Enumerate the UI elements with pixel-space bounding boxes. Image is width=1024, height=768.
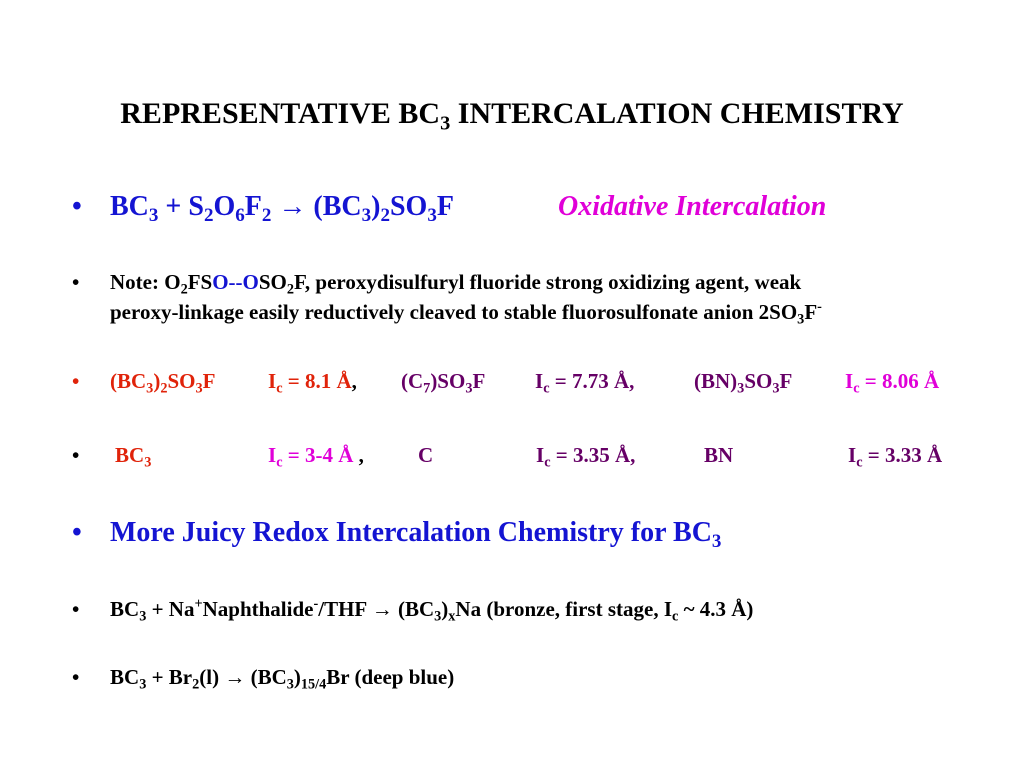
slide-title: REPRESENTATIVE $BC_3$ INTERCALATION CHEMISTRY bbox=[120, 97, 904, 135]
ic-bc3: $I_c = 3-4$ Å , bbox=[268, 443, 364, 471]
bullet-marker: • bbox=[72, 369, 80, 393]
ic-c7-so3f: $I_c = 7.73$ Å, bbox=[535, 369, 635, 397]
host-bn: BN bbox=[704, 443, 734, 467]
host-c: C bbox=[418, 443, 434, 467]
bullet-marker: • bbox=[72, 597, 80, 621]
compound-bn3-so3f: $(BN)_3SO_3F$ bbox=[694, 369, 793, 397]
note-line-1: Note: $O_2FSO--OSO_2F$, peroxydisulfuryl fluoride strong oxidizing agent, weak bbox=[110, 270, 802, 298]
ic-bn: $I_c = 3.33$ Å bbox=[848, 443, 943, 471]
oxidative-label: Oxidative Intercalation bbox=[558, 191, 827, 222]
ic-bc3-so3f: $I_c = 8.1$ Å, bbox=[268, 369, 357, 397]
ic-bn3-so3f: $I_c = 8.06$ Å bbox=[845, 369, 940, 397]
reaction-br2: $BC_3 + Br_2(l) \to (BC_3)_{15/4}Br$ (deep blue) bbox=[110, 665, 455, 693]
juicy-heading: More Juicy Redox Intercalation Chemistry for $BC_3$ bbox=[110, 517, 722, 553]
compound-bc3-so3f: $(BC_3)_2SO_3F$ bbox=[110, 369, 216, 397]
bullet-marker: • bbox=[72, 270, 80, 294]
bullet-marker: • bbox=[72, 665, 80, 689]
host-bc3: $BC_3$ bbox=[115, 443, 152, 471]
bullet-marker: • bbox=[72, 191, 82, 222]
note-line-2: peroxy-linkage easily reductively cleaved to stable fluorosulfonate anion $2SO_3F^-$ bbox=[110, 299, 822, 328]
ic-c: $I_c = 3.35$ Å, bbox=[536, 443, 636, 471]
compound-c7-so3f: $(C_7)SO_3F$ bbox=[401, 369, 486, 397]
reaction-bc3-s2o6f2: $BC_3 + S_2O_6F_2 \to (BC_3)_2SO_3F$ bbox=[110, 191, 454, 227]
reaction-na-naphthalide: $BC_3$ + Na+Naphthalide-/THF → $(BC_3)_xNa$ (bronze, first stage, $I_c$ ~ 4.3 Å) bbox=[110, 596, 754, 625]
bullet-marker: • bbox=[72, 517, 82, 548]
bullet-marker: • bbox=[72, 443, 80, 467]
